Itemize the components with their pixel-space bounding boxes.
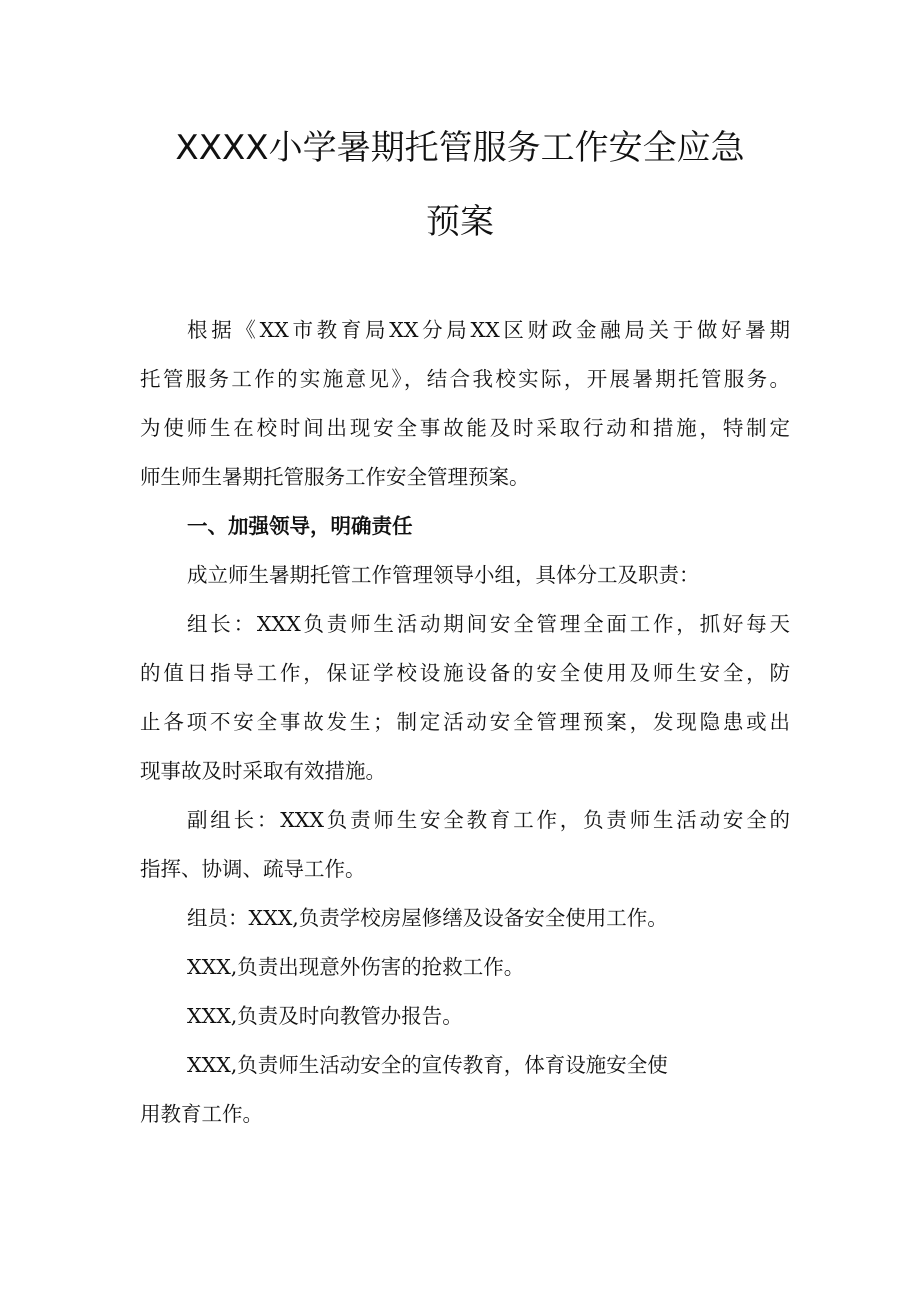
paragraph-line: 用教育工作。 bbox=[140, 1102, 263, 1126]
paragraph-line: 成立师生暑期托管工作管理领导小组，具体分工及职责： bbox=[187, 563, 700, 587]
paragraph-line: 托管服务工作的实施意见》，结合我校实际，开展暑期托管服务。 bbox=[140, 367, 790, 391]
paragraph-line: 的值日指导工作，保证学校设施设备的安全使用及师生安全，防 bbox=[140, 661, 790, 685]
paragraph-line: 为使师生在校时间出现安全事故能及时采取行动和措施，特制定 bbox=[140, 416, 790, 440]
paragraph-line: 指挥、协调、疏导工作。 bbox=[140, 857, 366, 881]
paragraph-line: 现事故及时采取有效措施。 bbox=[140, 759, 386, 783]
paragraph-line: 根据《XX市教育局XX分局XX区财政金融局关于做好暑期 bbox=[187, 318, 790, 342]
paragraph-line: 组员：XXX,负责学校房屋修缮及设备安全使用工作。 bbox=[187, 906, 668, 930]
paragraph-line: 止各项不安全事故发生；制定活动安全管理预案，发现隐患或出 bbox=[140, 710, 790, 734]
paragraph-line: 副组长：XXX负责师生安全教育工作，负责师生活动安全的 bbox=[187, 808, 790, 832]
document-title-line-2: 预案 bbox=[426, 202, 494, 242]
paragraph-line: XXX,负责出现意外伤害的抢救工作。 bbox=[187, 955, 525, 979]
paragraph-line: 组长：XXX负责师生活动期间安全管理全面工作，抓好每天 bbox=[187, 612, 790, 636]
paragraph-line: XXX,负责师生活动安全的宣传教育，体育设施安全使 bbox=[187, 1053, 668, 1077]
paragraph-line: XXX,负责及时向教管办报告。 bbox=[187, 1004, 463, 1028]
paragraph-line: 师生师生暑期托管服务工作安全管理预案。 bbox=[140, 465, 530, 489]
section-heading: 一、加强领导，明确责任 bbox=[187, 514, 413, 538]
document-title-line-1: XXXX小学暑期托管服务工作安全应急 bbox=[175, 128, 745, 168]
